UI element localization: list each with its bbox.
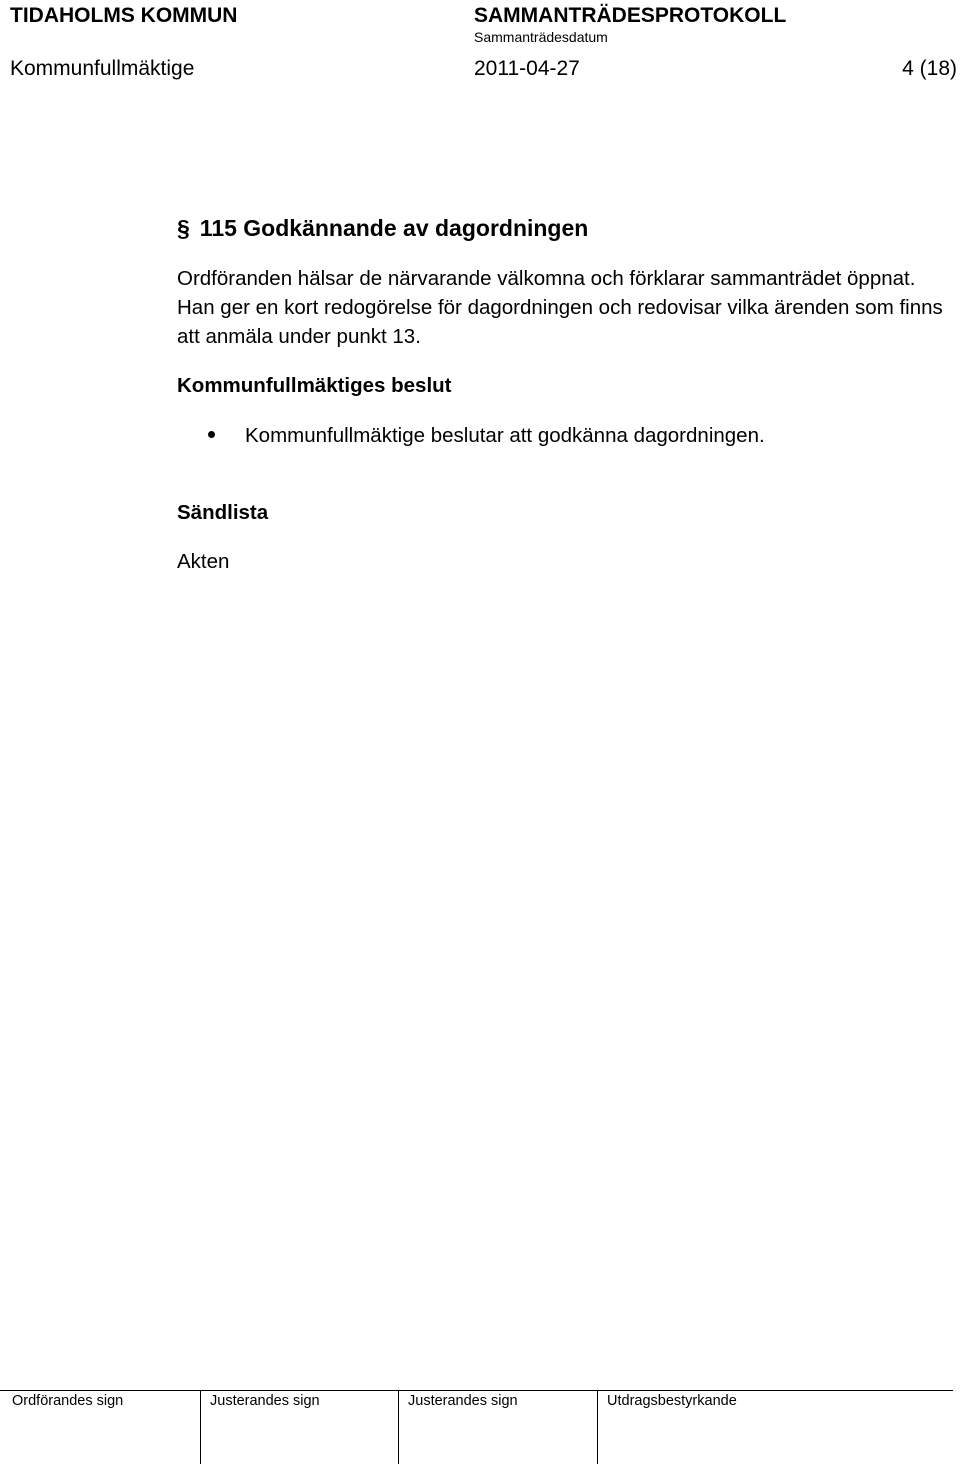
footer-column-divider <box>200 1390 201 1464</box>
footer-column-divider <box>398 1390 399 1464</box>
signature-adjuster-1: Justerandes sign <box>210 1393 320 1409</box>
distribution-item: Akten <box>177 550 230 573</box>
section-body-text: Ordföranden hälsar de närvarande välkomna och förklarar sammanträdet öppnat. Han ger en kort redogörelse för dagordningen och redovisar vilka ärenden som finns att anmäla under punkt 13. <box>177 267 943 348</box>
signature-adjuster-2: Justerandes sign <box>408 1393 518 1409</box>
decision-item-text: Kommunfullmäktige beslutar att godkänna dagordningen. <box>245 424 765 447</box>
footer-column-divider <box>597 1390 598 1464</box>
signature-chair: Ordförandes sign <box>12 1393 124 1409</box>
committee-name: Kommunfullmäktige <box>10 57 195 80</box>
date-label: Sammanträdesdatum <box>474 29 608 45</box>
page-number: 4 (18) <box>902 57 957 80</box>
list-item <box>208 424 765 448</box>
distribution-heading: Sändlista <box>177 501 269 524</box>
paragraph-sign-icon: § <box>177 215 190 241</box>
signature-certification: Utdragsbestyrkande <box>607 1393 737 1409</box>
decision-heading: Kommunfullmäktiges beslut <box>177 374 452 397</box>
section-title-text: 115 Godkännande av dagordningen <box>199 215 589 241</box>
document-type: SAMMANTRÄDESPROTOKOLL <box>474 4 787 27</box>
footer-divider <box>0 1390 953 1391</box>
organization-name: TIDAHOLMS KOMMUN <box>10 4 238 27</box>
bullet-icon <box>208 431 215 438</box>
section-title <box>177 215 588 242</box>
meeting-date: 2011-04-27 <box>474 57 580 80</box>
